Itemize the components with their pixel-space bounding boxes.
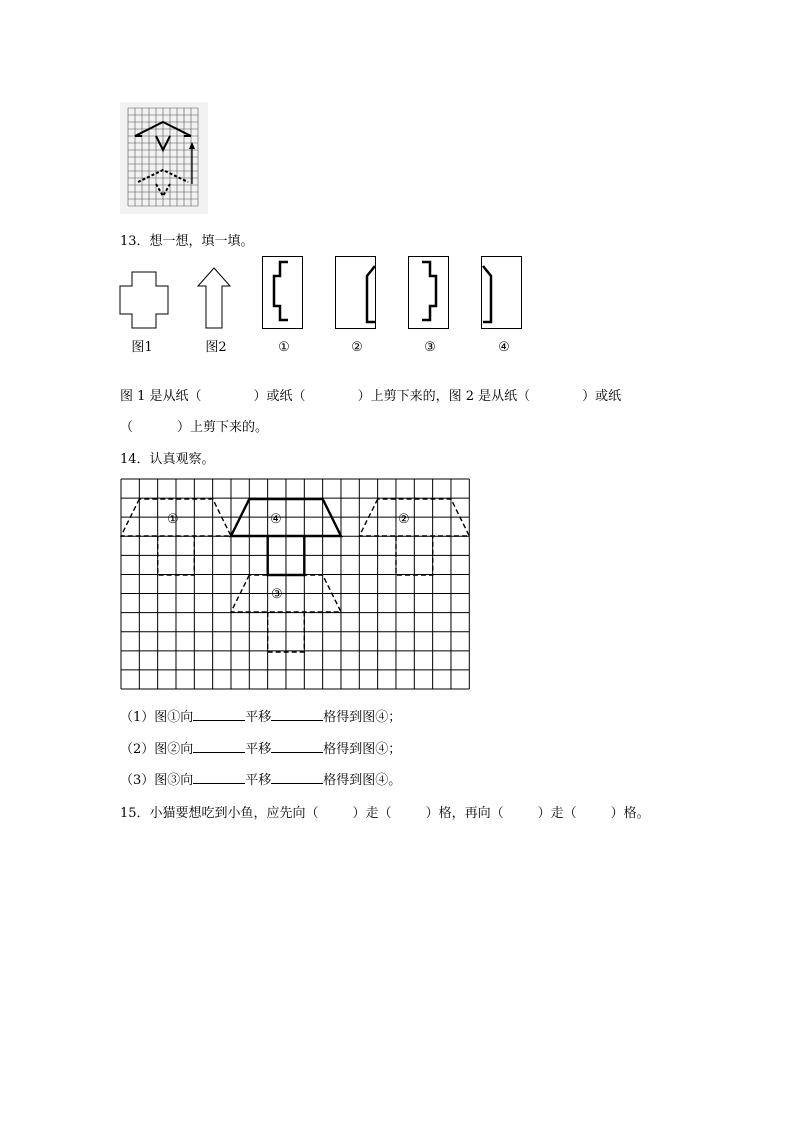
q14-item-2-suffix: 格得到图④； [323,742,402,757]
paper-label-2: ② [351,340,363,355]
translation-grid-q14 [121,479,471,691]
q14-item-2-mid: 平移 [245,742,272,757]
q14-item-3 [120,769,401,788]
q15-part-5: ）格。 [610,806,650,821]
q14-item-2-count-blank[interactable] [271,740,323,753]
grid-label-2: ② [398,512,410,527]
q13-line2-open: （ [120,420,134,435]
q13-text-part-3: ）上剪下来的，图 2 是从纸（ [357,389,531,404]
q13-text-part-2: ）或纸（ [253,389,306,404]
q15-part-3: ）格，再向（ [425,806,504,821]
figure-2-arrow-shape [198,268,232,330]
question-13-line-1 [120,385,621,404]
grid-label-4: ④ [270,512,282,527]
q13-text-part-1: 图 1 是从纸（ [120,389,202,404]
q14-item-1-direction-blank[interactable] [193,708,245,721]
q14-item-3-suffix: 格得到图④。 [323,773,402,788]
question-14-title: 14．认真观察。 [120,452,215,467]
q13-line2-text: ）上剪下来的。 [177,420,269,435]
question-13-line-2 [120,416,268,435]
q14-item-2-prefix: （2）图②向 [120,742,194,757]
q15-part-2: ）走（ [352,806,392,821]
question-15 [120,802,650,821]
figure-2-caption: 图2 [205,340,227,355]
folded-paper-3 [408,256,450,330]
q14-item-2-direction-blank[interactable] [193,740,245,753]
q14-item-1-suffix: 格得到图④； [323,710,402,725]
q14-item-1-mid: 平移 [245,710,272,725]
folded-paper-2 [335,256,377,330]
figure-1-caption: 图1 [131,340,153,355]
q14-item-3-prefix: （3）图③向 [120,773,194,788]
grid-label-1: ① [167,512,179,527]
translation-grid-figure [120,102,208,214]
q13-text-part-4: ）或纸 [582,389,622,404]
q14-item-1-count-blank[interactable] [271,708,323,721]
paper-label-3: ③ [424,340,436,355]
q15-part-1: 15．小猫要想吃到小鱼，应先向（ [120,806,319,821]
q14-item-3-direction-blank[interactable] [193,771,245,784]
q15-part-4: ）走（ [537,806,577,821]
figure-1-cross-shape [120,272,168,330]
q14-item-1-prefix: （1）图①向 [120,710,194,725]
question-13-title: 13．想一想，填一填。 [120,234,254,249]
folded-paper-1 [262,256,304,330]
paper-label-1: ① [278,340,290,355]
q14-item-3-count-blank[interactable] [271,771,323,784]
grid-label-3: ③ [271,587,283,602]
q14-item-3-mid: 平移 [245,773,272,788]
paper-label-4: ④ [498,340,510,355]
q14-item-1 [120,706,401,725]
q14-item-2 [120,738,401,757]
folded-paper-4 [481,256,523,330]
